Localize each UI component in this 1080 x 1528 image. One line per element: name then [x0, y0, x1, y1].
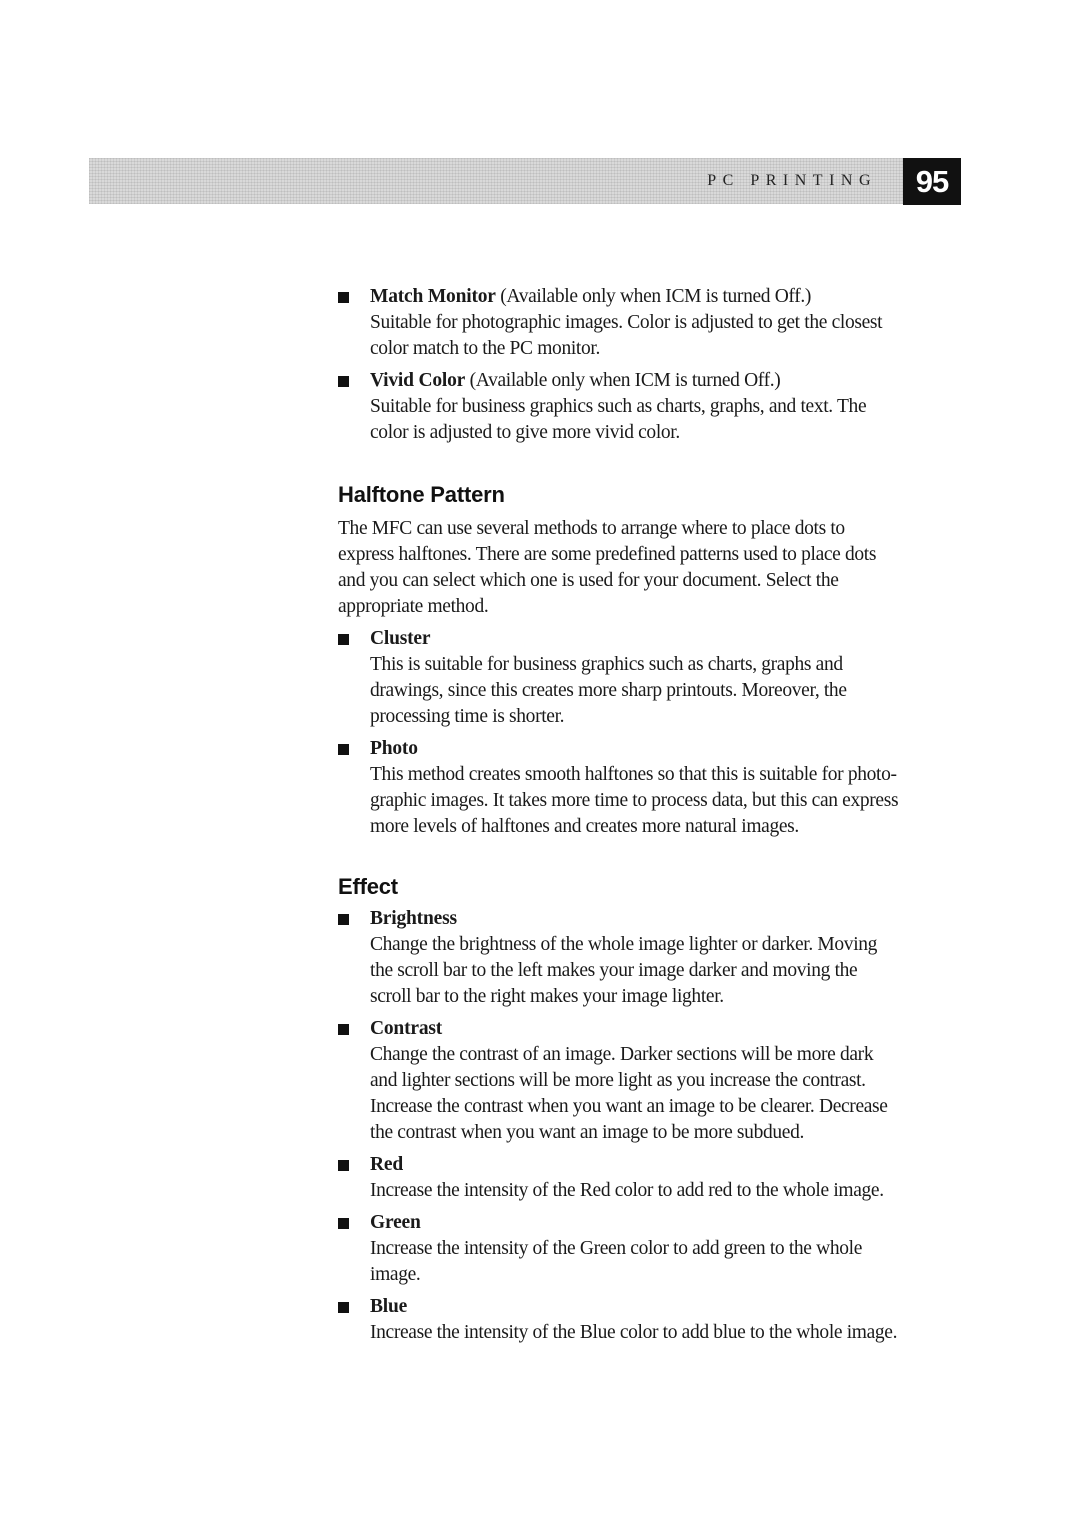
bullet-icon: [338, 1302, 349, 1313]
bullet-icon: [338, 1024, 349, 1035]
item-title: Vivid Color: [370, 370, 466, 391]
item-note: (Available only when ICM is turned Off.): [500, 286, 812, 307]
item-description: Increase the intensity of the Blue color to add blue to the whole image.: [370, 1322, 898, 1343]
list-item-photo: [338, 736, 918, 840]
page-number: 95: [903, 158, 961, 205]
item-note: (Available only when ICM is turned Off.): [469, 370, 781, 391]
item-title: Photo: [370, 738, 418, 759]
bullet-icon: [338, 744, 349, 755]
item-description: This method creates smooth halftones so that this is suitable for photo-graphic images. It takes more time to process data, but this can express more levels of halftones and creates more natural images.: [370, 764, 899, 837]
bullet-icon: [338, 292, 349, 303]
item-title: Green: [370, 1212, 421, 1233]
page-content: [338, 284, 918, 1346]
item-title: Red: [370, 1154, 403, 1175]
item-title: Cluster: [370, 628, 431, 649]
bullet-icon: [338, 1160, 349, 1171]
item-description: Change the brightness of the whole image lighter or darker. Moving the scroll bar to the left makes your image darker and moving the scroll bar to the right makes your image lighter.: [370, 934, 878, 1007]
item-description: Change the contrast of an image. Darker sections will be more dark and lighter sections will be more light as you increase the contrast. Increase the contrast when you want an image to be clearer. Decrease the contrast when you want an image to be more subdued.: [370, 1044, 888, 1143]
list-item-brightness: [338, 906, 918, 1010]
item-title: Blue: [370, 1296, 408, 1317]
bullet-icon: [338, 1218, 349, 1229]
item-title: Match Monitor: [370, 286, 496, 307]
item-description: Suitable for business graphics such as charts, graphs, and text. The color is adjusted to give more vivid color.: [370, 396, 867, 443]
item-description: Suitable for photographic images. Color is adjusted to get the closest color match to the PC monitor.: [370, 312, 883, 359]
item-description: This is suitable for business graphics such as charts, graphs and drawings, since this creates more sharp printouts. Moreover, the processing time is shorter.: [370, 654, 847, 727]
bullet-icon: [338, 376, 349, 387]
list-item-contrast: [338, 1016, 918, 1146]
header-band: [89, 158, 903, 204]
bullet-icon: [338, 914, 349, 925]
section-heading-effect: Effect: [338, 874, 398, 899]
list-item-cluster: [338, 626, 918, 730]
item-title: Contrast: [370, 1018, 443, 1039]
list-item-vivid-color: [338, 368, 918, 446]
list-item-match-monitor: [338, 284, 918, 362]
list-item-red: [338, 1152, 918, 1204]
list-item-blue: [338, 1294, 918, 1346]
header-title: PC PRINTING: [707, 172, 877, 189]
section-heading-halftone: Halftone Pattern: [338, 482, 505, 507]
item-title: Brightness: [370, 908, 457, 929]
bullet-icon: [338, 634, 349, 645]
list-item-green: [338, 1210, 918, 1288]
item-description: Increase the intensity of the Red color to add red to the whole image.: [370, 1180, 884, 1201]
item-description: Increase the intensity of the Green color to add green to the whole image.: [370, 1238, 863, 1285]
halftone-intro: The MFC can use several methods to arrange where to place dots to express halftones. There are some predefined patterns used to place dots and you can select which one is used for your document. Select the appropriate method.: [338, 518, 877, 617]
